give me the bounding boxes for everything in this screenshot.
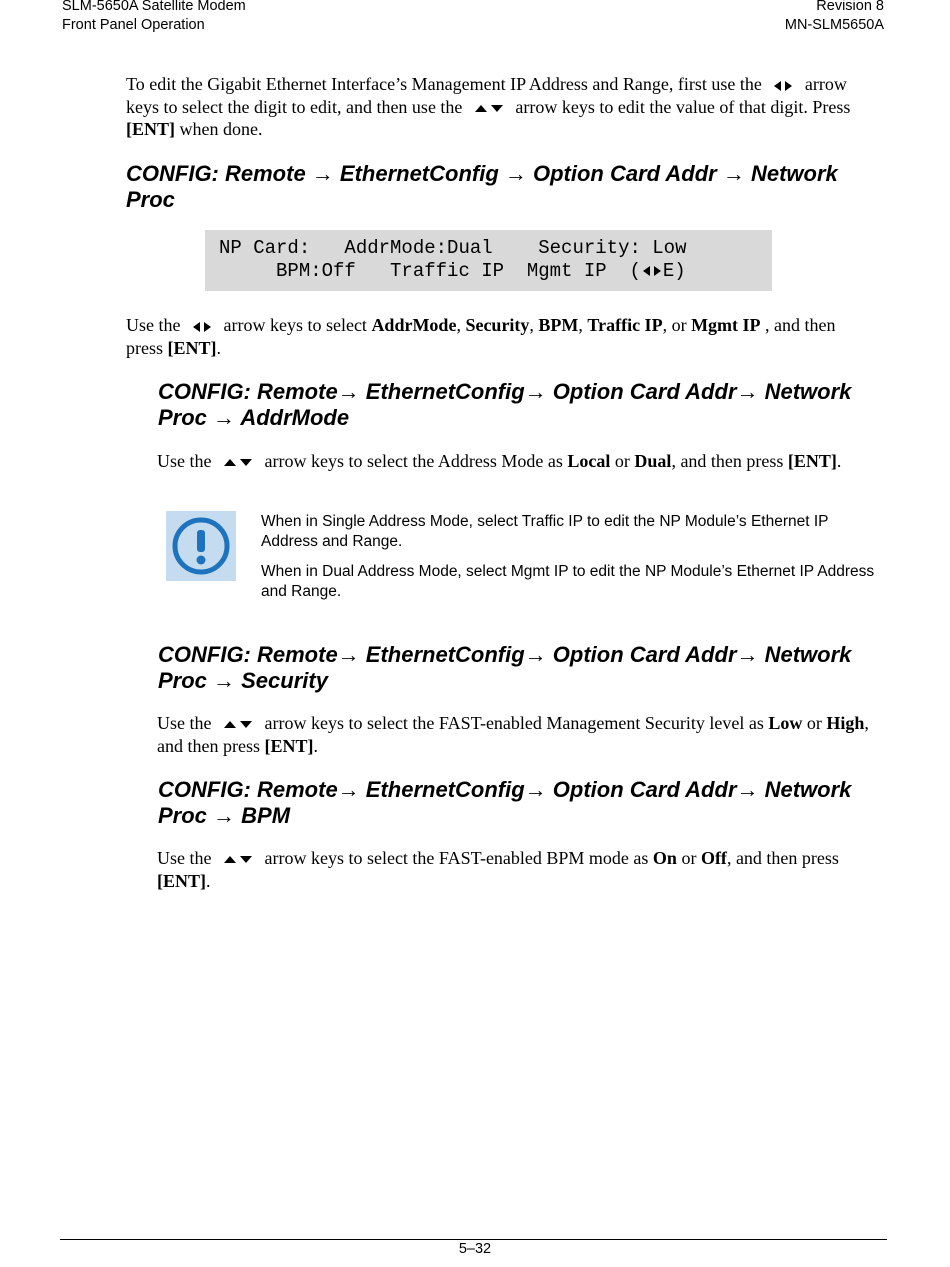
header-manual-number: MN-SLM5650A xyxy=(784,17,884,33)
up-down-arrow-keys-icon xyxy=(473,96,505,119)
header-revision: Revision 8 xyxy=(816,0,884,14)
note-line-dual-mode: When in Dual Address Mode, select Mgmt IP to edit the NP Module’s Ethernet IP Address and Range. xyxy=(261,563,875,600)
up-down-arrow-keys-icon xyxy=(222,847,254,870)
intro-text-c: arrow keys to edit the value of that digit. Press xyxy=(515,96,851,117)
ent-key-label: [ENT] xyxy=(264,735,314,756)
option-dual: Dual xyxy=(634,451,672,471)
intro-paragraph xyxy=(126,73,866,141)
exclamation-circle-icon xyxy=(166,511,236,581)
bpm-paragraph: Use the arrow keys to select the FAST-enabled BPM mode as On or Off, and then press [ENT]. xyxy=(157,848,839,891)
footer-rule xyxy=(60,1239,887,1240)
option-high: High xyxy=(826,713,865,733)
option-low: Low xyxy=(768,713,803,733)
lcd-left-arrow-icon xyxy=(643,266,650,276)
ent-key-label: [ENT] xyxy=(167,337,217,358)
header-doc-title: SLM-5650A Satellite Modem xyxy=(62,0,246,14)
header-chapter: Front Panel Operation xyxy=(62,17,205,33)
option-security: Security xyxy=(465,315,530,335)
option-local: Local xyxy=(567,451,611,471)
addrmode-paragraph: Use the arrow keys to select the Address Mode as Local or Dual, and then press [ENT]. xyxy=(157,451,842,471)
intro-text-d: when done. xyxy=(179,119,263,139)
left-right-arrow-keys-icon xyxy=(772,73,794,96)
up-down-arrow-keys-icon xyxy=(222,712,254,735)
section-heading-addrmode: CONFIG: Remote→ EthernetConfig→ Option Card Addr→ Network Proc → AddrMode xyxy=(158,379,852,430)
page-header-left xyxy=(62,0,246,35)
option-addrmode: AddrMode xyxy=(371,315,457,335)
ent-key-label: [ENT] xyxy=(157,870,206,891)
network-proc-paragraph: Use the arrow keys to select AddrMode, Security, BPM, Traffic IP, or Mgmt IP , and then press [ENT]. xyxy=(126,315,836,358)
page-number: 5–32 xyxy=(458,1241,492,1257)
lcd-right-arrow-icon xyxy=(654,266,661,276)
intro-text-a: To edit the Gigabit Ethernet Interface’s Management IP Address and Range, first use the xyxy=(126,74,762,94)
option-traffic-ip: Traffic IP xyxy=(587,315,663,335)
intro-text-b: arrow keys to select the digit to edit, and then use the xyxy=(126,74,847,117)
lcd-line-2: BPM:Off Traffic IP Mgmt IP ( E) xyxy=(219,260,686,282)
lcd-line-1: NP Card: AddrMode:Dual Security: Low xyxy=(219,237,687,259)
page-header-right xyxy=(785,0,884,35)
option-mgmt-ip: Mgmt IP xyxy=(691,315,761,335)
note-line-single-mode: When in Single Address Mode, select Traffic IP to edit the NP Module’s Ethernet IP Address and Range. xyxy=(261,513,829,550)
up-down-arrow-keys-icon xyxy=(222,450,254,473)
section-heading-bpm: CONFIG: Remote→ EthernetConfig→ Option Card Addr→ Network Proc → BPM xyxy=(158,777,852,828)
security-paragraph: Use the arrow keys to select the FAST-enabled Management Security level as Low or High, and then press [ENT]. xyxy=(157,713,869,756)
lcd-display xyxy=(205,230,772,291)
section-heading-security: CONFIG: Remote→ EthernetConfig→ Option Card Addr→ Network Proc → Security xyxy=(158,642,852,693)
section-heading-network-proc: CONFIG: Remote → EthernetConfig → Option Card Addr → Network Proc xyxy=(126,161,838,212)
ent-key-label: [ENT] xyxy=(787,451,837,471)
left-right-arrow-keys-icon xyxy=(191,314,213,337)
ent-key-label: [ENT] xyxy=(126,119,175,139)
option-off: Off xyxy=(700,848,727,868)
option-bpm: BPM xyxy=(538,315,579,335)
option-on: On xyxy=(652,848,677,868)
